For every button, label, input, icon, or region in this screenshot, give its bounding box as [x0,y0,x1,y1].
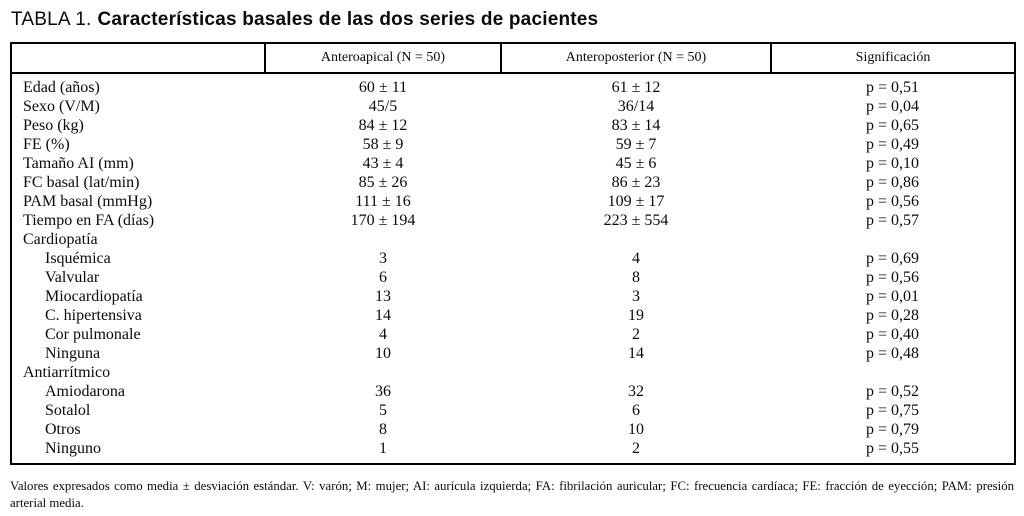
row-label: Cardiopatía [23,231,98,248]
value-anteroapical: 10 [375,345,391,362]
table-row [11,116,1015,135]
table-row [11,135,1015,154]
value-significacion: p = 0,51 [865,79,920,96]
row-label: Valvular [45,269,100,286]
value-anteroposterior: 61 ± 12 [611,79,661,96]
row-label: Amiodarona [45,383,125,400]
value-significacion: p = 0,56 [865,269,920,286]
row-label: Antiarrítmico [23,364,111,381]
row-label: Sexo (V/M) [23,98,100,115]
row-label: Tiempo en FA (días) [23,212,155,229]
row-label: FC basal (lat/min) [23,174,140,191]
value-anteroapical: 84 ± 12 [358,117,408,134]
value-anteroposterior: 19 [628,307,644,324]
value-anteroposterior: 8 [632,269,640,286]
header-row [11,43,1015,73]
value-significacion: p = 0,48 [865,345,920,362]
baseline-characteristics-table [10,42,1016,465]
value-anteroposterior: 86 ± 23 [611,174,661,191]
table-row [11,249,1015,268]
row-label: FE (%) [23,136,70,153]
table-row [11,401,1015,420]
value-anteroapical: 5 [379,402,387,419]
value-anteroapical: 111 ± 16 [355,193,411,210]
row-label: Peso (kg) [23,117,84,134]
value-significacion: p = 0,56 [865,193,920,210]
column-header-significacion: Significación [771,43,1015,73]
value-significacion [771,230,1015,249]
table-row [11,420,1015,439]
value-anteroapical: 58 ± 9 [362,136,404,153]
table-title [11,9,598,31]
row-label: Tamaño AI (mm) [23,155,134,172]
table-row [11,173,1015,192]
value-anteroapical: 6 [379,269,387,286]
value-anteroapical: 170 ± 194 [350,212,416,229]
value-anteroapical: 8 [379,421,387,438]
value-significacion: p = 0,10 [865,155,920,172]
value-significacion: p = 0,04 [865,98,920,115]
row-label: Isquémica [45,250,111,267]
column-header-empty [11,43,265,73]
value-significacion: p = 0,52 [865,383,920,400]
table-row [11,382,1015,401]
value-anteroposterior: 4 [632,250,640,267]
row-label: Sotalol [45,402,91,419]
value-anteroposterior: 10 [628,421,644,438]
value-anteroposterior: 36/14 [617,98,655,115]
table-number: TABLA 1. [11,9,92,30]
value-anteroposterior: 59 ± 7 [615,136,657,153]
value-anteroapical: 1 [379,440,387,457]
value-anteroposterior: 3 [632,288,640,305]
value-significacion: p = 0,79 [865,421,920,438]
value-significacion: p = 0,01 [865,288,920,305]
value-anteroapical: 45/5 [368,98,398,115]
value-anteroposterior: 2 [632,326,640,343]
row-label: Miocardiopatía [45,288,143,305]
value-anteroposterior: 2 [632,440,640,457]
table-row [11,192,1015,211]
table-footnote: Valores expresados como media ± desviación estándar. V: varón; M: mujer; AI: aurícula izquierda; FA: fibrilación auricular; FC: frecuencia cardíaca; FE: fracción de eyección; PAM: presión arterial media. [10,479,1014,510]
value-anteroposterior: 109 ± 17 [607,193,665,210]
row-label: Edad (años) [23,79,100,96]
table-row [11,230,1015,249]
table-row [11,73,1015,97]
value-significacion: p = 0,49 [865,136,920,153]
value-anteroposterior [501,230,771,249]
table-row [11,344,1015,363]
value-significacion: p = 0,75 [865,402,920,419]
value-significacion: p = 0,57 [865,212,920,229]
table-row [11,306,1015,325]
value-anteroapical: 13 [375,288,391,305]
table-row [11,211,1015,230]
value-anteroapical [265,230,501,249]
value-significacion: p = 0,86 [865,174,920,191]
table-row [11,97,1015,116]
value-anteroapical: 60 ± 11 [358,79,408,96]
value-anteroposterior: 32 [628,383,644,400]
column-header-anteroapical: Anteroapical (N = 50) [265,43,501,73]
value-anteroapical: 3 [379,250,387,267]
row-label: Cor pulmonale [45,326,141,343]
value-anteroapical: 14 [375,307,391,324]
value-significacion: p = 0,69 [865,250,920,267]
value-anteroposterior: 223 ± 554 [603,212,669,229]
value-anteroposterior: 14 [628,345,644,362]
table-row [11,287,1015,306]
value-anteroposterior: 6 [632,402,640,419]
value-anteroapical: 4 [379,326,387,343]
row-label: Otros [45,421,81,438]
table-title-text: Características basales de las dos series de pacientes [97,9,599,30]
value-significacion: p = 0,65 [865,117,920,134]
value-anteroposterior [501,363,771,382]
column-header-anteroposterior: Anteroposterior (N = 50) [501,43,771,73]
value-anteroposterior: 83 ± 14 [611,117,661,134]
row-label: Ninguno [45,440,101,457]
table-row [11,268,1015,287]
row-label: Ninguna [45,345,101,362]
value-anteroapical: 43 ± 4 [362,155,404,172]
value-anteroposterior: 45 ± 6 [615,155,657,172]
table-row [11,154,1015,173]
value-significacion [771,363,1015,382]
table-row [11,363,1015,382]
value-anteroapical [265,363,501,382]
value-significacion: p = 0,55 [865,440,920,457]
value-significacion: p = 0,28 [865,307,920,324]
value-anteroapical: 85 ± 26 [358,174,408,191]
value-anteroapical: 36 [375,383,391,400]
value-significacion: p = 0,40 [865,326,920,343]
table-row [11,325,1015,344]
row-label: C. hipertensiva [45,307,142,324]
row-label: PAM basal (mmHg) [23,193,153,210]
table-row [11,439,1015,464]
